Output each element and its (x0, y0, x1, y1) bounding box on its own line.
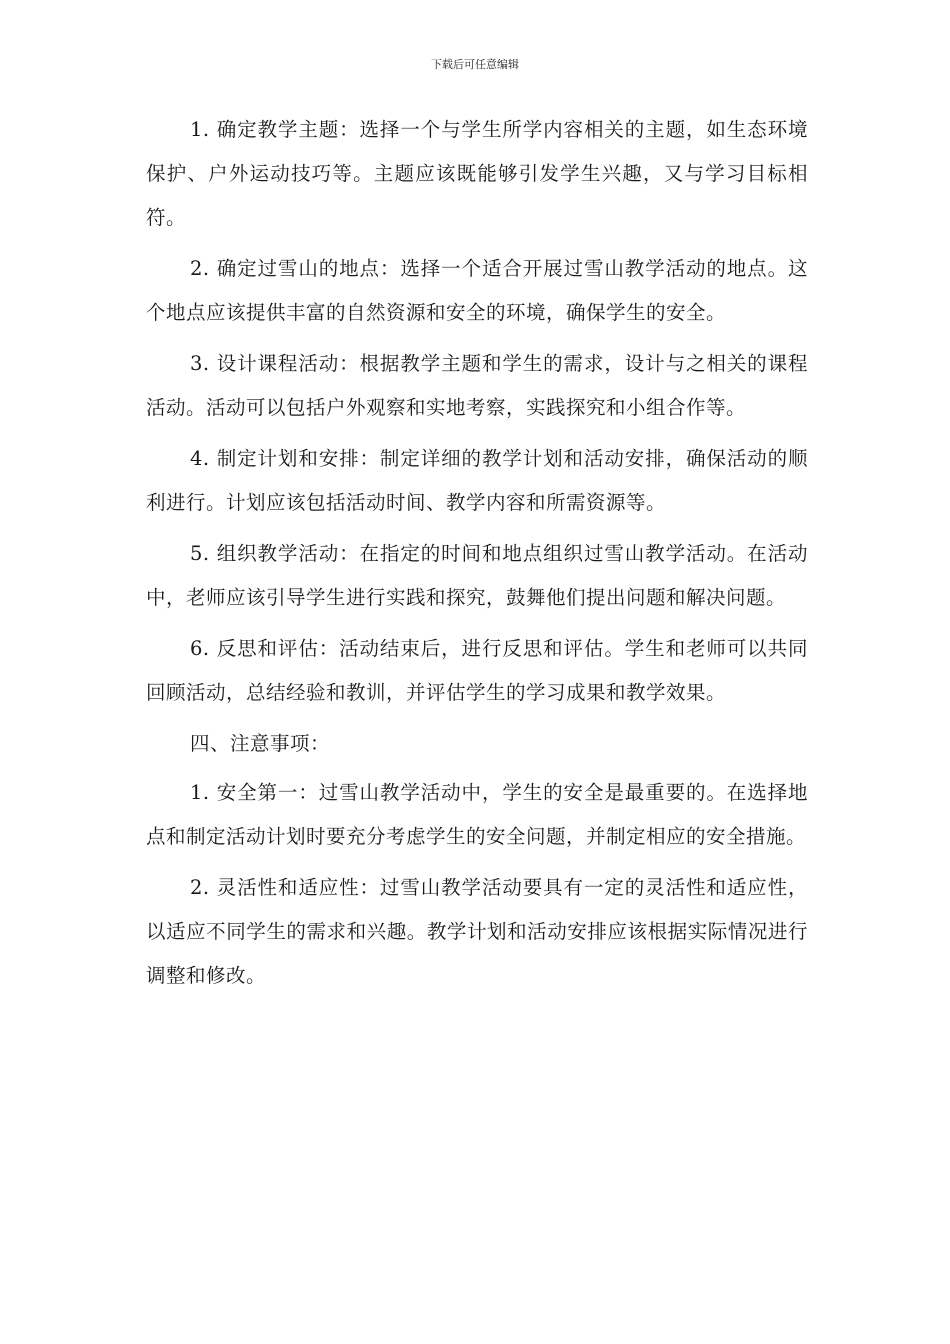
paragraph-note-2: 2. 灵活性和适应性：过雪山教学活动要具有一定的灵活性和适应性，以适应不同学生的需求和兴趣。教学计划和活动安排应该根据实际情况进行调整和修改。 (146, 876, 808, 987)
paragraph-step-2: 2. 确定过雪山的地点：选择一个适合开展过雪山教学活动的地点。这个地点应该提供丰富的自然资源和安全的环境，确保学生的安全。 (146, 257, 808, 324)
paragraph-step-5: 5. 组织教学活动：在指定的时间和地点组织过雪山教学活动。在活动中，老师应该引导学生进行实践和探究，鼓舞他们提出问题和解决问题。 (146, 542, 808, 609)
section-heading-notes: 四、注意事项： (190, 732, 331, 755)
document-body (146, 108, 808, 1005)
paragraph-step-4: 4. 制定计划和安排：制定详细的教学计划和活动安排，确保活动的顺利进行。计划应该包括活动时间、教学内容和所需资源等。 (146, 447, 808, 514)
page-header-note: 下载后可任意编辑 (431, 58, 519, 71)
paragraph-step-3: 3. 设计课程活动：根据教学主题和学生的需求，设计与之相关的课程活动。活动可以包括户外观察和实地考察，实践探究和小组合作等。 (146, 352, 808, 419)
paragraph-step-6: 6. 反思和评估：活动结束后，进行反思和评估。学生和老师可以共同回顾活动，总结经验和教训，并评估学生的学习成果和教学效果。 (146, 637, 808, 704)
paragraph-note-1: 1. 安全第一：过雪山教学活动中，学生的安全是最重要的。在选择地点和制定活动计划时要充分考虑学生的安全问题，并制定相应的安全措施。 (146, 781, 808, 848)
paragraph-step-1: 1. 确定教学主题：选择一个与学生所学内容相关的主题，如生态环境保护、户外运动技巧等。主题应该既能够引发学生兴趣，又与学习目标相符。 (146, 118, 808, 229)
